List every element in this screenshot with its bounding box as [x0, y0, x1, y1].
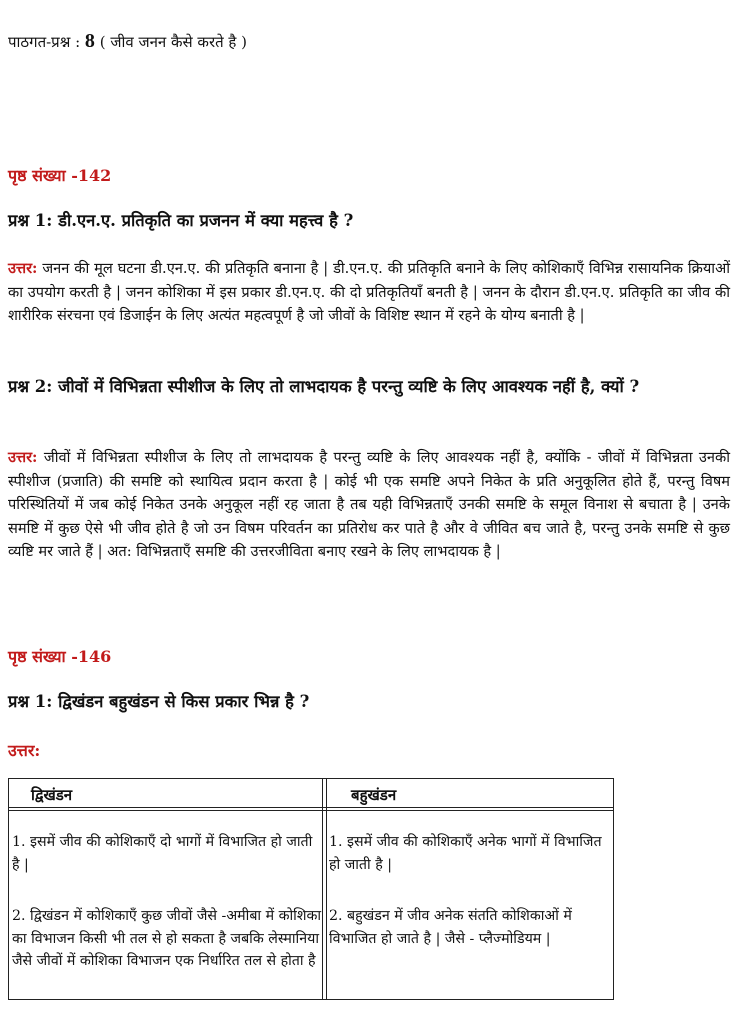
- chapter-header: [8, 30, 247, 53]
- answer-label: उत्तर:: [8, 260, 38, 277]
- answer-paragraph: [8, 257, 730, 328]
- page-number-label: पृष्ठ संख्या -142: [8, 166, 112, 185]
- table-divider: [326, 779, 327, 999]
- answer-label: उत्तर:: [8, 449, 38, 466]
- table-cell: 1. इसमें जीव की कोशिकाएँ दो भागों में विभाजित हो जाती है |: [12, 834, 313, 873]
- table-cell: 2. बहुखंडन में जीव अनेक संतति कोशिकाओं में विभाजित हो जाते है | जैसे - प्लैज्मोडियम |: [329, 908, 572, 947]
- question-heading: प्रश्न 2: जीवों में विभिन्नता स्पीशीज के लिए तो लाभदायक है परन्तु व्यष्टि के लिए आवश्यक नहीं है, क्यों ?: [8, 377, 640, 396]
- header-colon: :: [70, 33, 85, 51]
- page-number-label: पृष्ठ संख्या -146: [8, 647, 112, 666]
- chapter-number: 8: [84, 30, 95, 52]
- comparison-table: [8, 778, 614, 1000]
- answer-text: जीवों में विभिन्नता स्पीशीज के लिए तो लाभदायक है परन्तु व्यष्टि के लिए आवश्यक नहीं है, क्योंकि - जीवों में विभिन्नता उनकी स्पीशीज (प्रजाति) की समष्टि को स्थायित्व प्रदान करता है | कोई भी एक समष्टि अपने निकेत के प्रति अनुकूलित होते हैं, परन्तु विषम परिस्थितियों में जब कोई निकेत उनके अनुकूल नहीं रह जाता है तब यही विभिन्नताएँ उनकी समष्टि के समूल विनाश से बचाता है | उनके समष्टि में कुछ ऐसे भी जीव होते है जो उन विषम परिवर्तन का प्रतिरोध कर पाते है और वे जीवित बच जाते है, परन्तु उनके समष्टि से कुछ व्यष्टि मर जाते हैं | अत: विभिन्नताएँ समष्टि की उत्तरजीविता बनाए रखने के लिए लाभदायक है |: [8, 449, 730, 560]
- question-heading: प्रश्न 1: डी.एन.ए. प्रतिकृति का प्रजनन में क्या महत्त्व है ?: [8, 211, 354, 230]
- answer-text: जनन की मूल घटना डी.एन.ए. की प्रतिकृति बनाना है | डी.एन.ए. की प्रतिकृति बनाने के लिए कोशिकाएँ विभिन्न रासायनिक क्रियाओं का उपयोग करती है | जनन कोशिका में इस प्रकार डी.एन.ए. की दो प्रतिकृतियाँ बनती है | जनन के दौरान डी.एन.ए. प्रतिकृति का जीव की शारीरिक संरचना एवं डिजाईन के लिए अत्यंत महत्वपूर्ण है जो जीवों के विशिष्ट स्थान में रहने के योग्य बनाती है |: [8, 260, 730, 324]
- table-cell: 1. इसमें जीव की कोशिकाएँ अनेक भागों में विभाजित हो जाती है |: [329, 834, 602, 873]
- answer-paragraph: [8, 446, 730, 564]
- header-prefix: पाठगत-प्रश्न: [8, 33, 71, 51]
- table-header-rule: [9, 807, 613, 808]
- table-cell: 2. द्विखंडन में कोशिकाएँ कुछ जीवों जैसे -अमीबा में कोशिका का विभाजन किसी भी तल से हो सकता है जबकि लेस्मानिया जैसे जीवों में कोशिका विभाजन एक निर्धारित तल से होता है: [12, 908, 322, 969]
- table-header-rule: [9, 810, 613, 811]
- table-header-multiple-fission: बहुखंडन: [351, 786, 397, 804]
- chapter-topic: ( जीव जनन कैसे करते है ): [99, 33, 247, 51]
- table-header-binary-fission: द्विखंडन: [31, 786, 73, 804]
- question-heading: प्रश्न 1: द्विखंडन बहुखंडन से किस प्रकार भिन्न है ?: [8, 692, 310, 711]
- answer-label: उत्तर:: [8, 741, 41, 760]
- table-divider: [322, 779, 323, 999]
